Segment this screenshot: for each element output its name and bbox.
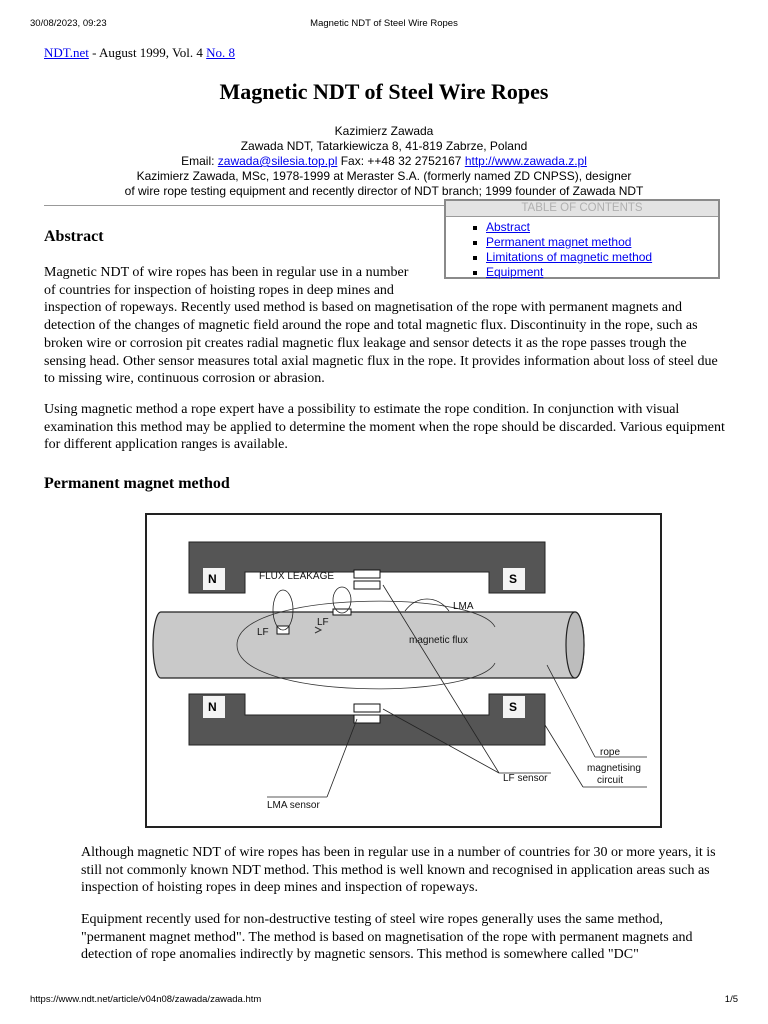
lf-label-2: LF <box>317 617 329 628</box>
pole-n-bottom: N <box>208 700 217 714</box>
pole-n-top: N <box>208 572 217 586</box>
toc-link-limitations[interactable]: Limitations of magnetic method <box>486 250 653 264</box>
lf-sensor-label: LF sensor <box>503 773 548 784</box>
page-title: Magnetic NDT of Steel Wire Ropes <box>219 79 549 104</box>
abstract-line-2: of countries for inspection of hoisting ropes in deep mines and <box>44 282 394 298</box>
lma-sensor-bottom-1 <box>354 704 380 712</box>
rope <box>153 612 584 678</box>
lf-label-1: LF <box>257 627 269 638</box>
ndt-net-link[interactable]: NDT.net <box>44 45 89 60</box>
lma-label: LMA <box>453 601 474 612</box>
pole-s-bottom: S <box>509 700 518 714</box>
print-url: https://www.ndt.net/article/v04n08/zawada/zawada.htm <box>30 994 262 1005</box>
print-datetime: 30/08/2023, 09:23 <box>30 18 107 29</box>
lma-sensor-bottom-2 <box>354 715 380 723</box>
fax-text: Fax: ++48 32 2752167 <box>337 154 465 168</box>
lma-arc <box>405 599 449 611</box>
issue-line <box>44 45 235 61</box>
author-name: Kazimierz Zawada <box>334 124 434 138</box>
toc-item <box>486 220 718 235</box>
pole-s-top: S <box>509 572 518 586</box>
lf-sensor-top-2 <box>354 581 380 589</box>
toc-link-equipment[interactable]: Equipment <box>486 265 544 279</box>
horizontal-rule <box>44 205 444 206</box>
abstract-heading: Abstract <box>44 228 104 245</box>
permanent-paragraph-2: Equipment recently used for non-destructive testing of steel wire ropes generally uses the same method, "permanent magnet method". The method is based on magnetisation of the rope with permanent magnets and detection of rope anomalies indirectly by magnetic sensors. This method is somewhere called "DC" <box>81 912 693 963</box>
magnetising-label-2: circuit <box>597 775 624 786</box>
toc-link-permanent-magnet[interactable]: Permanent magnet method <box>486 235 632 249</box>
author-contact <box>0 154 768 169</box>
author-bio-line-1: Kazimierz Zawada, MSc, 1978-1999 at Meraster S.A. (formerly named ZD CNPSS), designer <box>136 169 632 183</box>
print-page-title: Magnetic NDT of Steel Wire Ropes <box>310 18 458 29</box>
email-link[interactable]: zawada@silesia.top.pl <box>217 154 338 168</box>
abstract-rest: inspection of ropeways. Recently used method is based on magnetisation of the rope with permanent magnets and detection of the changes of magnetic field around the rope and total magnetic flux. Discontinuity in the rope, such as broken wire or corrosion pit creates radial magnetic flux leakage and sensor detects it as the rope passes trough the sensing head. Other sensor measures total axial magnetic flux in the rope. It provides information about loss of steel due to missing wire, continuous corrosion or abrasion. <box>44 300 718 387</box>
author-affiliation: Zawada NDT, Tatarkiewicza 8, 41-819 Zabrze, Poland <box>240 139 528 153</box>
toc-link-abstract[interactable]: Abstract <box>486 220 531 234</box>
permanent-magnet-heading: Permanent magnet method <box>44 475 230 492</box>
toc-item <box>486 235 718 250</box>
toc-heading: TABLE OF CONTENTS <box>446 201 718 217</box>
rope-end <box>566 612 584 678</box>
print-page-number: 1/5 <box>724 994 738 1005</box>
magnetic-flux-label: magnetic flux <box>409 635 468 646</box>
magnetic-method-diagram <box>147 515 660 826</box>
rope-label: rope <box>600 747 621 758</box>
magnetic-method-figure <box>145 513 662 828</box>
lma-sensor-label: LMA sensor <box>267 800 320 811</box>
abstract-paragraph-2: Using magnetic method a rope expert have a possibility to estimate the rope condition. In conjunction with visual examination this method may be applied to determine the moment when the rope should be discarded. Various equipment for different application ranges is available. <box>44 402 725 453</box>
email-label: Email: <box>181 154 218 168</box>
permanent-paragraph-1: Although magnetic NDT of wire ropes has been in regular use in a number of countries for 30 or more years, it is still not commonly known NDT method. This method is well known and recognised in application areas such as inspection of hoisting ropes in deep mines and inspection of ropeways. <box>81 845 716 896</box>
author-block <box>0 124 768 199</box>
issue-number-link[interactable]: No. 8 <box>206 45 236 60</box>
author-bio-line-2: of wire rope testing equipment and recently director of NDT branch; 1999 founder of Zawada NDT <box>124 184 644 198</box>
magnetising-label-1: magnetising <box>587 763 641 774</box>
website-link[interactable]: http://www.zawada.z.pl <box>464 154 587 168</box>
toc-item <box>486 250 718 265</box>
issue-text: - August 1999, Vol. 4 <box>88 45 207 60</box>
lf-sensor-top-1 <box>354 570 380 578</box>
abstract-paragraph-1 <box>44 264 729 388</box>
flux-leakage-label: FLUX LEAKAGE <box>259 571 335 582</box>
abstract-line-1: Magnetic NDT of wire ropes has been in regular use in a number <box>44 265 409 280</box>
